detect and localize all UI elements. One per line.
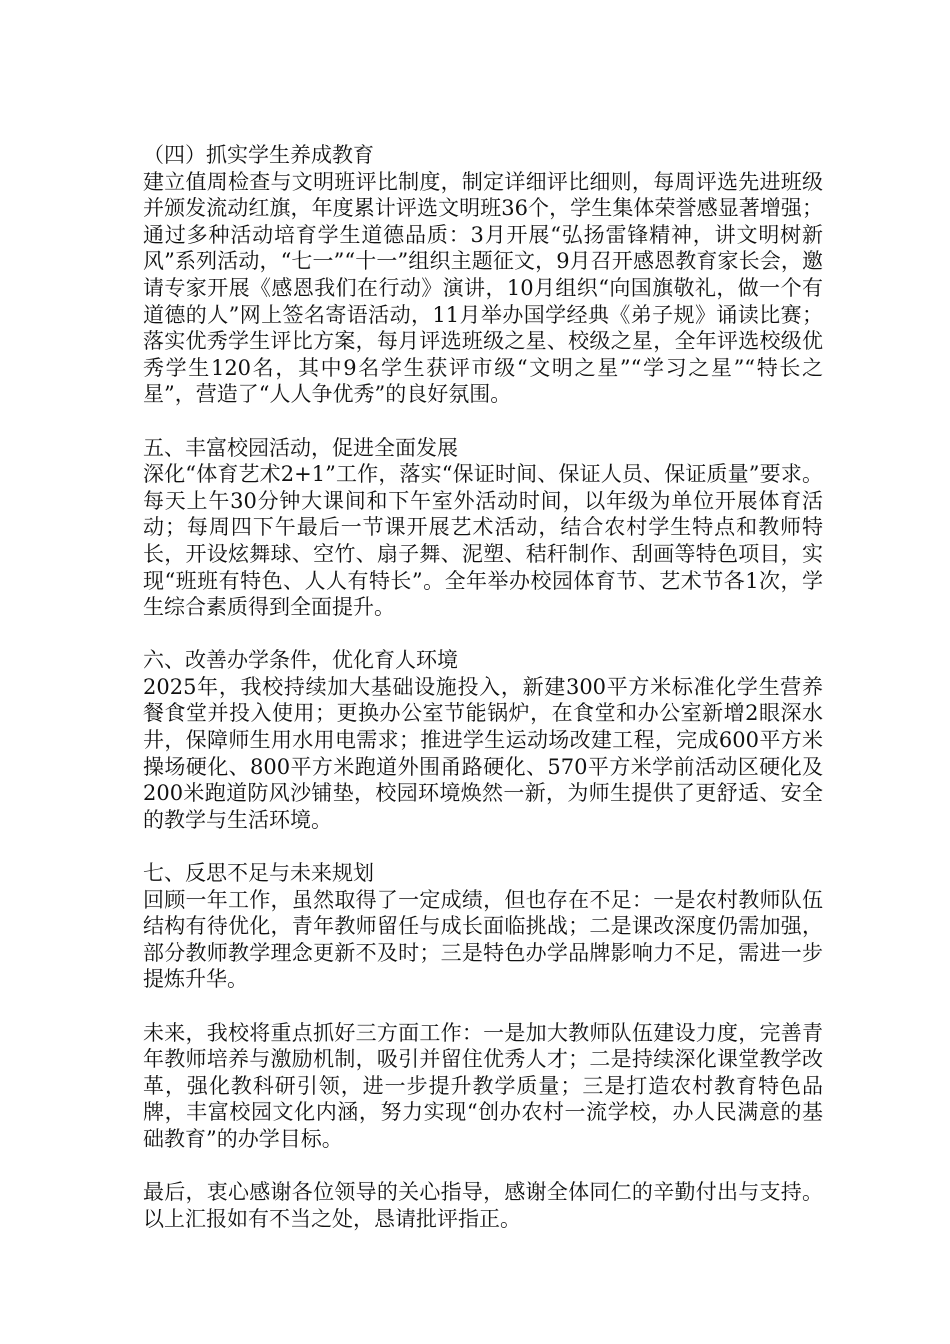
section-paragraph-5: 深化“体育艺术2+1”工作，落实“保证时间、保证人员、保证质量”要求。每天上午30分钟大课间和下午室外活动时间，以年级为单位开展体育活动；每周四下午最后一节课开展艺术活动，结合农村学生特点和教师特长，开设炫舞球、空竹、扇子舞、泥塑、秸秆制作、刮画等特色项目，实现“班班有特色、人人有特长”。全年举办校园体育节、艺术节各1次，学生综合素质得到全面提升。 [143, 462, 823, 620]
paragraph-spacer [143, 833, 823, 860]
section-heading-4: （四）抓实学生养成教育 [143, 143, 374, 167]
paragraph-spacer [143, 993, 823, 1020]
document-body [143, 142, 823, 1232]
section-paragraph-7: 回顾一年工作，虽然取得了一定成绩，但也存在不足：一是农村教师队伍结构有待优化，青年教师留任与成长面临挑战；二是课改深度仍需加强，部分教师教学理念更新不及时；三是特色办学品牌影响力不足，需进一步提炼升华。 [143, 887, 823, 992]
paragraph-spacer [143, 1153, 823, 1180]
future-plan-paragraph: 未来，我校将重点抓好三方面工作：一是加大教师队伍建设力度，完善青年教师培养与激励机制，吸引并留住优秀人才；二是持续深化课堂教学改革，强化教科研引领，进一步提升教学质量；三是打造农村教育特色品牌，丰富校园文化内涵，努力实现“创办农村一流学校，办人民满意的基础教育”的办学目标。 [143, 1020, 823, 1151]
section-paragraph-6: 2025年，我校持续加大基础设施投入，新建300平方米标准化学生营养餐食堂并投入使用；更换办公室节能锅炉，在食堂和办公室新增2眼深水井，保障师生用水用电需求；推进学生运动场改建工程，完成600平方米操场硬化、800平方米跑道外围甬路硬化、570平方米学前活动区硬化及200米跑道防风沙铺垫，校园环境焕然一新，为师生提供了更舒适、安全的教学与生活环境。 [143, 674, 823, 832]
section-paragraph-4: 建立值周检查与文明班评比制度，制定详细评比细则，每周评选先进班级并颁发流动红旗，年度累计评选文明班36个，学生集体荣誉感显著增强；通过多种活动培育学生道德品质：3月开展“弘扬雷锋精神，讲文明树新风”系列活动，“七一”“十一”组织主题征文，9月召开感恩教育家长会，邀请专家开展《感恩我们在行动》演讲，10月组织“向国旗敬礼，做一个有道德的人”网上签名寄语活动，11月举办国学经典《弟子规》诵读比赛；落实优秀学生评比方案，每月评选班级之星、校级之星，全年评选校级优秀学生120名，其中9名学生获评市级“文明之星”“学习之星”“特长之星”，营造了“人人争优秀”的良好氛围。 [143, 169, 823, 407]
section-heading-7: 七、反思不足与未来规划 [143, 861, 374, 886]
closing-thanks-paragraph: 最后，衷心感谢各位领导的关心指导，感谢全体同仁的辛勤付出与支持。以上汇报如有不当之处，恳请批评指正。 [143, 1180, 823, 1231]
section-heading-6: 六、改善办学条件，优化育人环境 [143, 648, 458, 673]
section-heading-5: 五、丰富校园活动，促进全面发展 [143, 435, 458, 460]
paragraph-spacer [143, 621, 823, 648]
paragraph-spacer [143, 408, 823, 435]
